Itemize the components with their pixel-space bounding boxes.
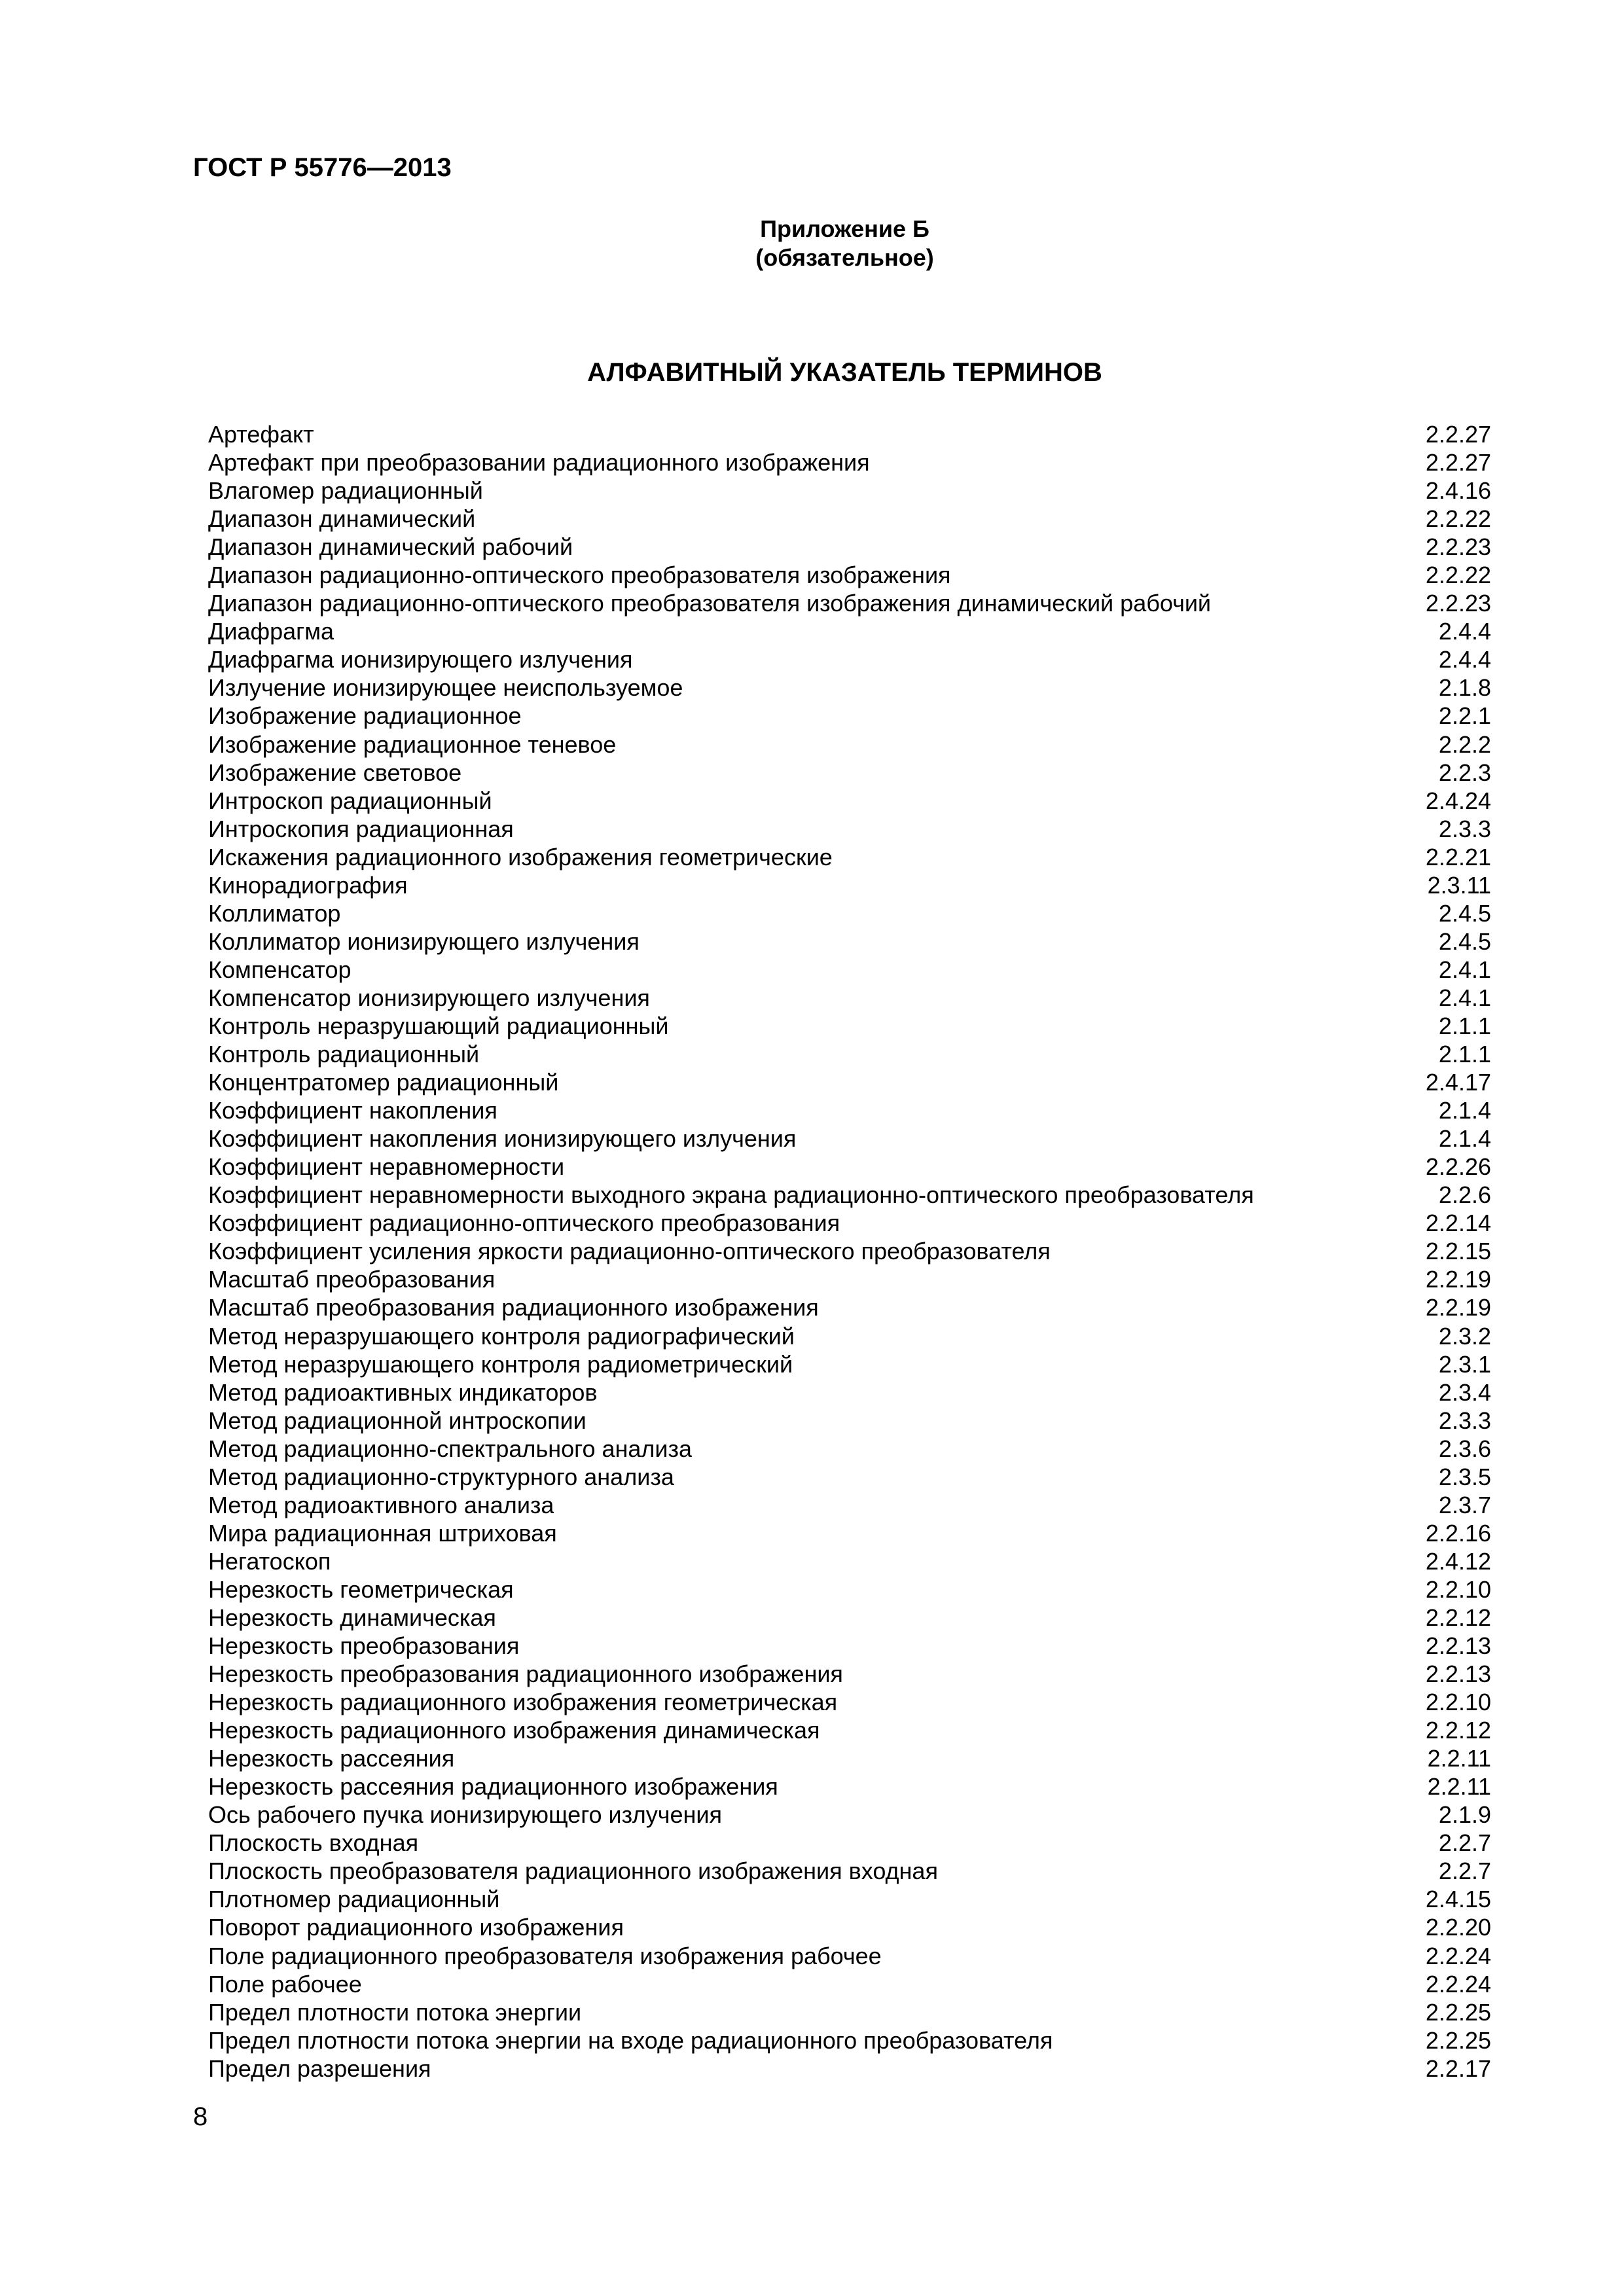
index-entry [208,1942,1491,1970]
index-entry-ref: 2.2.16 [1425,1519,1491,1547]
index-entry-term: Кинорадиография [208,871,408,899]
index-entry-ref: 2.2.23 [1425,590,1491,617]
index-entry-term: Артефакт [208,421,314,448]
index-entry-term: Диафрагма [208,618,334,645]
index-entry-ref: 2.2.20 [1425,1914,1491,1941]
index-entry-ref: 2.4.5 [1438,927,1491,955]
index-entry-ref: 2.4.5 [1438,899,1491,927]
index-entry-term: Нерезкость преобразования радиационного изображения [208,1660,843,1688]
index-entry [208,645,1491,673]
index-entry-term: Изображение радиационное теневое [208,730,617,758]
index-entry-term: Коэффициент радиационно-оптического преобразования [208,1210,840,1237]
index-entry-term: Коллиматор ионизирующего излучения [208,927,640,955]
index-entry-ref: 2.1.4 [1438,1125,1491,1153]
index-entry-ref: 2.3.5 [1438,1463,1491,1490]
index-entry-ref: 2.1.9 [1438,1801,1491,1829]
index-entry [208,1237,1491,1265]
index-entry-ref: 2.4.24 [1425,787,1491,814]
index-entry [208,589,1491,617]
index-entry-ref: 2.3.3 [1438,1407,1491,1434]
index-entry-term: Коэффициент неравномерности выходного экрана радиационно-оптического преобразователя [208,1181,1254,1209]
index-entry-term: Масштаб преобразования [208,1266,496,1293]
index-entry-ref: 2.2.7 [1438,1857,1491,1885]
index-entry [208,1857,1491,1885]
index-entry [208,787,1491,815]
index-entry-term: Нерезкость динамическая [208,1604,496,1631]
index-entry-term: Коэффициент накопления [208,1097,497,1124]
index-entry-term: Предел плотности потока энергии на входе радиационного преобразователя [208,2026,1053,2054]
index-entry-term: Поле рабочее [208,1970,362,1998]
index-entry-ref: 2.3.2 [1438,1322,1491,1350]
index-entry-ref: 2.2.13 [1425,1660,1491,1688]
index-entry-ref: 2.2.11 [1427,1745,1491,1772]
index-entry [208,702,1491,730]
index-entry [208,815,1491,843]
index-entry [208,1265,1491,1293]
index-entry-ref: 2.2.7 [1438,1829,1491,1857]
index-entry [208,505,1491,533]
index-title-text: АЛФАВИТНЫЙ УКАЗАТЕЛЬ ТЕРМИНОВ [587,358,1102,387]
index-entry [208,1998,1491,2026]
index-entry [208,561,1491,589]
index-entry-ref: 2.2.19 [1425,1294,1491,1321]
index-entry-ref: 2.2.1 [1438,702,1491,730]
index-entry-term: Нерезкость преобразования [208,1632,520,1660]
index-entry-term: Интроскопия радиационная [208,815,514,842]
index-entry-term: Излучение ионизирующее неиспользуемое [208,674,683,702]
index-entry-term: Компенсатор [208,956,352,983]
index-entry-ref: 2.4.1 [1438,984,1491,1011]
index-entry-ref: 2.4.1 [1438,956,1491,983]
index-entry [208,1801,1491,1829]
index-entry-term: Поворот радиационного изображения [208,1914,624,1941]
index-entry-term: Диапазон динамический рабочий [208,533,573,561]
index-entry-ref: 2.2.25 [1425,1998,1491,2026]
appendix-title: Приложение Б [760,215,929,242]
index-entry [208,1604,1491,1632]
index-entry [208,1068,1491,1096]
index-entry [208,843,1491,871]
index-entry-term: Изображение радиационное [208,702,522,730]
index-entry [208,1547,1491,1575]
index-entry [208,1407,1491,1435]
index-entry-term: Коэффициент усиления яркости радиационно-оптического преобразователя [208,1238,1051,1265]
index-entry-ref: 2.2.10 [1425,1575,1491,1603]
index-entry-term: Нерезкость радиационного изображения геометрическая [208,1689,838,1716]
index-entry [208,1350,1491,1378]
index-entry-ref: 2.2.27 [1425,421,1491,448]
document-code: ГОСТ Р 55776—2013 [193,153,452,182]
index-entry-term: Нерезкость радиационного изображения динамическая [208,1717,820,1744]
index-entry-ref: 2.4.12 [1425,1547,1491,1575]
index-entry-term: Негатоскоп [208,1547,331,1575]
index-entry [208,1463,1491,1491]
index-entry [208,420,1491,448]
index-entry-ref: 2.2.6 [1438,1181,1491,1209]
index-entry-ref: 2.2.2 [1438,730,1491,758]
index-entry-term: Плоскость преобразователя радиационного изображения входная [208,1857,938,1885]
index-entry-ref: 2.3.11 [1427,871,1491,899]
index-entry-term: Поле радиационного преобразователя изображения рабочее [208,1942,882,1969]
index-entry [208,1096,1491,1124]
index-entry [208,1575,1491,1604]
index-entry [208,1632,1491,1660]
index-entry-ref: 2.2.14 [1425,1210,1491,1237]
index-entry-ref: 2.4.15 [1425,1886,1491,1913]
index-entry [208,759,1491,787]
index-entry [208,1744,1491,1772]
index-entry [208,1688,1491,1716]
index-entry [208,730,1491,759]
index-entry [208,476,1491,505]
index-entry-ref: 2.2.13 [1425,1632,1491,1660]
index-entry-ref: 2.2.23 [1425,533,1491,561]
index-entry [208,1322,1491,1350]
index-entry [208,1519,1491,1547]
index-entry-ref: 2.4.4 [1438,646,1491,673]
index-entry-term: Плоскость входная [208,1829,419,1857]
index-title [0,357,1624,388]
index-entry-term: Масштаб преобразования радиационного изображения [208,1294,819,1321]
index-entry-term: Концентратомер радиационный [208,1069,559,1096]
index-entry [208,1885,1491,1913]
index-entry-term: Коэффициент неравномерности [208,1153,565,1181]
index-entry [208,1660,1491,1688]
index-entry [208,899,1491,927]
index-entry-ref: 2.1.1 [1438,1041,1491,1068]
index-entry-term: Метод радиоактивного анализа [208,1491,554,1518]
index-entry [208,448,1491,476]
index-entry-ref: 2.2.3 [1438,759,1491,786]
index-entry [208,1772,1491,1801]
index-entry-term: Диапазон динамический [208,505,476,533]
index-entry [208,1040,1491,1068]
index-entry-ref: 2.2.22 [1425,505,1491,533]
index-entry-term: Предел плотности потока энергии [208,1998,582,2026]
index-entry-term: Артефакт при преобразовании радиационного изображения [208,449,870,476]
index-entry-ref: 2.3.1 [1438,1350,1491,1378]
index-entry-term: Диапазон радиационно-оптического преобразователя изображения [208,562,951,589]
index-entry-term: Метод радиационно-спектрального анализа [208,1435,693,1462]
index-entry-ref: 2.4.4 [1438,618,1491,645]
index-entry-term: Интроскоп радиационный [208,787,492,814]
index-entry-ref: 2.2.11 [1427,1773,1491,1801]
index-entry [208,1716,1491,1744]
index-entry-ref: 2.2.15 [1425,1238,1491,1265]
index-entry [208,1913,1491,1941]
index-entry [208,673,1491,702]
index-entry-term: Плотномер радиационный [208,1886,500,1913]
index-entry-term: Искажения радиационного изображения геометрические [208,843,833,870]
index-entry-ref: 2.3.3 [1438,815,1491,842]
index-entry [208,1153,1491,1181]
index-entry-term: Коллиматор [208,899,341,927]
index-entry [208,1012,1491,1040]
index-entry-term: Диапазон радиационно-оптического преобразователя изображения динамический рабочий [208,590,1212,617]
index-entry [208,1378,1491,1407]
index-entry [208,1293,1491,1321]
index-entry-term: Метод неразрушающего контроля радиометрический [208,1350,793,1378]
index-entry-term: Влагомер радиационный [208,477,483,505]
index-entry-ref: 2.2.10 [1425,1689,1491,1716]
index-entry-ref: 2.3.4 [1438,1378,1491,1406]
index-entry [208,1209,1491,1237]
index-entry-term: Метод радиационной интроскопии [208,1407,586,1434]
index-entry-term: Мира радиационная штриховая [208,1519,557,1547]
index-entry-ref: 2.2.21 [1425,843,1491,870]
index-entry [208,1124,1491,1153]
index-entry-term: Диафрагма ионизирующего излучения [208,646,633,673]
index-entry-ref: 2.4.16 [1425,477,1491,505]
index-entry-ref: 2.2.25 [1425,2026,1491,2054]
index-entry-ref: 2.2.19 [1425,1266,1491,1293]
index-entry-ref: 2.2.27 [1425,449,1491,476]
index-entry-ref: 2.2.26 [1425,1153,1491,1181]
term-index-list [208,420,1491,2083]
index-entry-ref: 2.1.1 [1438,1012,1491,1039]
index-entry-ref: 2.1.8 [1438,674,1491,702]
appendix-status: (обязательное) [755,244,934,271]
index-entry-term: Предел разрешения [208,2054,431,2082]
index-entry [208,1181,1491,1209]
index-entry-term: Изображение световое [208,759,462,786]
index-entry-ref: 2.4.17 [1425,1069,1491,1096]
index-entry-term: Нерезкость рассеяния [208,1745,455,1772]
index-entry-term: Метод неразрушающего контроля радиографический [208,1322,795,1350]
index-entry-term: Ось рабочего пучка ионизирующего излучения [208,1801,723,1829]
index-entry-term: Компенсатор ионизирующего излучения [208,984,650,1011]
index-entry [208,617,1491,645]
index-entry [208,2054,1491,2083]
index-entry-ref: 2.2.22 [1425,562,1491,589]
index-entry [208,956,1491,984]
index-entry [208,2026,1491,2054]
index-entry [208,871,1491,899]
index-entry-ref: 2.2.12 [1425,1604,1491,1631]
index-entry [208,1829,1491,1857]
index-entry-ref: 2.2.12 [1425,1717,1491,1744]
index-entry-ref: 2.2.24 [1425,1942,1491,1969]
index-entry [208,984,1491,1012]
index-entry-ref: 2.2.17 [1425,2054,1491,2082]
index-entry-ref: 2.3.6 [1438,1435,1491,1462]
index-entry-term: Нерезкость рассеяния радиационного изображения [208,1773,778,1801]
index-entry [208,1491,1491,1519]
index-entry-term: Контроль радиационный [208,1041,480,1068]
appendix-heading [0,215,1624,272]
index-entry-ref: 2.2.24 [1425,1970,1491,1998]
index-entry-term: Коэффициент накопления ионизирующего излучения [208,1125,797,1153]
index-entry [208,927,1491,956]
index-entry [208,1435,1491,1463]
index-entry-ref: 2.1.4 [1438,1097,1491,1124]
page-number: 8 [193,2102,208,2131]
index-entry-term: Метод радиоактивных индикаторов [208,1378,598,1406]
index-entry-term: Контроль неразрушающий радиационный [208,1012,669,1039]
index-entry-term: Нерезкость геометрическая [208,1575,514,1603]
index-entry [208,1970,1491,1998]
index-entry-term: Метод радиационно-структурного анализа [208,1463,674,1490]
index-entry-ref: 2.3.7 [1438,1491,1491,1518]
index-entry [208,533,1491,561]
